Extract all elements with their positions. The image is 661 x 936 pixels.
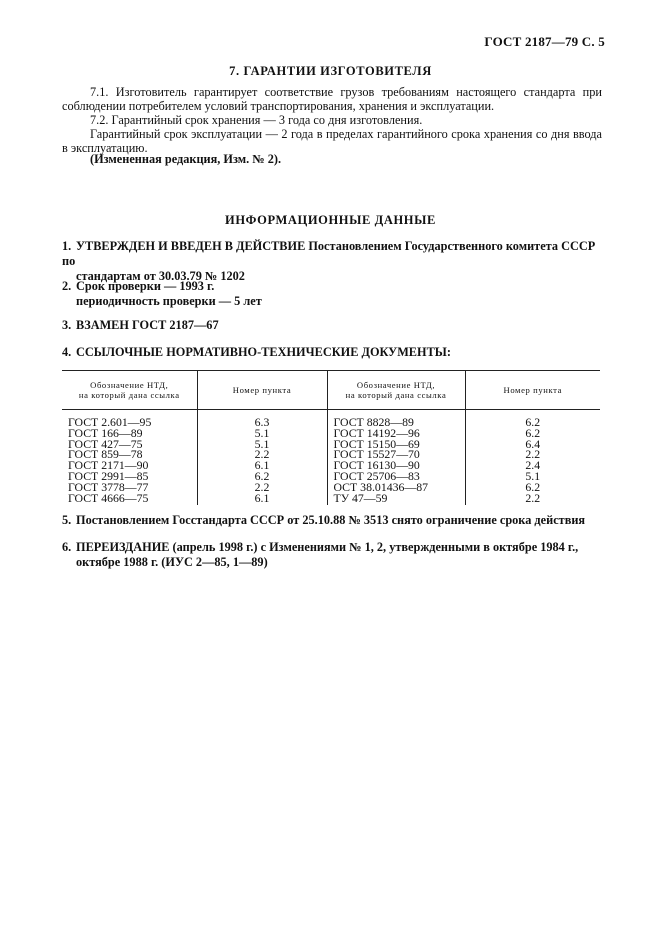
table-cell: 6.2 bbox=[465, 410, 600, 428]
info-item-1 bbox=[62, 239, 607, 284]
table-header-row bbox=[62, 371, 600, 410]
table-cell: ГОСТ 8828—89 bbox=[327, 410, 465, 428]
table-cell: 2.2 bbox=[465, 493, 600, 506]
table-cell: ГОСТ 25706—83 bbox=[327, 471, 465, 482]
table-cell: ГОСТ 427—75 bbox=[68, 436, 143, 451]
table-cell: ГОСТ 14192—96 bbox=[327, 428, 465, 439]
table-cell: 5.1 bbox=[465, 471, 600, 482]
item-text: Постановлением Госстандарта СССР от 25.10.88 № 3513 снято ограничение срока действия bbox=[76, 513, 586, 527]
info-item-6 bbox=[62, 540, 607, 570]
info-item-5 bbox=[62, 513, 607, 528]
item-text: ВЗАМЕН ГОСТ 2187—67 bbox=[76, 318, 219, 332]
table-header-cell: Номер пункта bbox=[197, 371, 327, 410]
table-header-cell: Номер пункта bbox=[465, 371, 600, 410]
table-cell: ГОСТ 166—89 bbox=[68, 425, 143, 440]
table-cell: 6.4 bbox=[465, 439, 600, 450]
table-cell: ГОСТ 4666—75 bbox=[68, 490, 149, 505]
table-cell: 6.2 bbox=[197, 471, 327, 482]
info-item-2 bbox=[62, 279, 607, 309]
table-cell: 6.3 bbox=[197, 410, 327, 428]
table-cell: 5.1 bbox=[197, 428, 327, 439]
item-number: 3. bbox=[62, 318, 72, 332]
table-cell: 6.1 bbox=[197, 460, 327, 471]
item-number: 2. bbox=[62, 279, 72, 293]
table-cell: ГОСТ 2991—85 bbox=[68, 468, 149, 483]
table-cell: ГОСТ 859—78 bbox=[68, 447, 143, 462]
table-cell: 2.2 bbox=[197, 482, 327, 493]
table-cell: ГОСТ 15527—70 bbox=[327, 449, 465, 460]
table-header-cell: Обозначение НТД, на который дана ссылка bbox=[62, 371, 197, 410]
item-text-cont: периодичность проверки — 5 лет bbox=[76, 294, 262, 308]
table-cell: ТУ 47—59 bbox=[327, 493, 465, 506]
table-cell: ГОСТ 16130—90 bbox=[327, 460, 465, 471]
table-cell: 6.2 bbox=[465, 428, 600, 439]
item-number: 6. bbox=[62, 540, 72, 554]
table-cell: 6.2 bbox=[465, 482, 600, 493]
item-text: ССЫЛОЧНЫЕ НОРМАТИВНО-ТЕХНИЧЕСКИЕ ДОКУМЕНТЫ: bbox=[76, 345, 451, 359]
item-text-cont: октябре 1988 г. (ИУС 2—85, 1—89) bbox=[76, 555, 268, 569]
table-cell: 2.2 bbox=[465, 449, 600, 460]
item-number: 1. bbox=[62, 239, 72, 253]
item-text: УТВЕРЖДЕН И ВВЕДЕН В ДЕЙСТВИЕ Постановлением Государственного комитета СССР по bbox=[62, 239, 596, 268]
item-text: ПЕРЕИЗДАНИЕ (апрель 1998 г.) с Изменениями № 1, 2, утвержденными в октябре 1984 г., bbox=[76, 540, 579, 554]
page-header: ГОСТ 2187—79 С. 5 bbox=[484, 34, 605, 49]
info-item-3 bbox=[62, 318, 607, 333]
amendment-note: (Измененная редакция, Изм. № 2). bbox=[90, 152, 282, 166]
item-number: 5. bbox=[62, 513, 72, 527]
section-7-title: 7. ГАРАНТИИ ИЗГОТОВИТЕЛЯ bbox=[229, 64, 432, 78]
references-table bbox=[62, 370, 600, 505]
table-cell: ГОСТ 2171—90 bbox=[68, 458, 149, 473]
paragraph-7-1: 7.1. Изготовитель гарантирует соответствие грузов требованиям настоящего стандарта при соблюдении потребителем условий транспортирования, хранения и эксплуатации. bbox=[62, 85, 602, 113]
table-cell: 2.4 bbox=[465, 460, 600, 471]
table-cell: ГОСТ 15150—69 bbox=[327, 439, 465, 450]
paragraph-7-2-cont: Гарантийный срок эксплуатации — 2 года в пределах гарантийного срока хранения со дня ввода в эксплуатацию. bbox=[62, 127, 602, 155]
table-cell: 6.1 bbox=[197, 493, 327, 506]
table-cell: ОСТ 38.01436—87 bbox=[327, 482, 465, 493]
table-header-cell: Обозначение НТД, на который дана ссылка bbox=[327, 371, 465, 410]
table-cell: 5.1 bbox=[197, 439, 327, 450]
item-number: 4. bbox=[62, 345, 72, 359]
table-cell: 2.2 bbox=[197, 449, 327, 460]
table-row bbox=[62, 493, 600, 506]
table-cell: ГОСТ 2.601—95 bbox=[68, 415, 152, 429]
table-cell: ГОСТ 3778—77 bbox=[68, 479, 149, 494]
item-text: Срок проверки — 1993 г. bbox=[76, 279, 215, 293]
paragraph-7-2: 7.2. Гарантийный срок хранения — 3 года со дня изготовления. bbox=[90, 113, 423, 127]
info-title: ИНФОРМАЦИОННЫЕ ДАННЫЕ bbox=[225, 213, 436, 227]
item-text-cont: стандартам от 30.03.79 № 1202 bbox=[76, 269, 245, 283]
info-item-4 bbox=[62, 345, 607, 360]
